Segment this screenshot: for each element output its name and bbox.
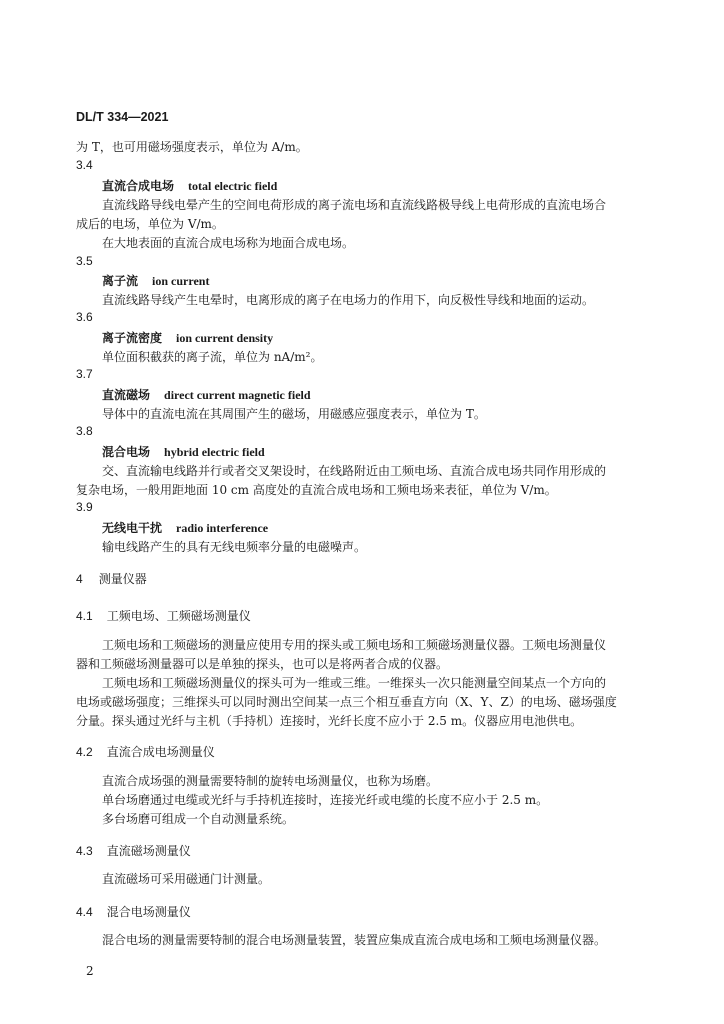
paragraph-line: 混合电场的测量需要特制的混合电场测量装置，装置应集成直流合成电场和工频电场测量仪器。: [102, 933, 607, 947]
paragraph-line: 在大地表面的直流合成电场称为地面合成电场。: [102, 236, 355, 250]
paragraph-line: 多台场磨可组成一个自动测量系统。: [102, 812, 295, 826]
paragraph-line: 直流磁场可采用磁通门计测量。: [102, 872, 271, 886]
paragraph-line: 交、直流输电线路并行或者交叉架设时，在线路附近由工频电场、直流合成电场共同作用形成的: [102, 464, 607, 478]
term-english: ion current density: [176, 331, 274, 345]
paragraph-line: 为 T，也可用磁场强度表示，单位为 A/m。: [76, 140, 308, 154]
subsection-number: 4.4: [76, 905, 93, 919]
subsection-number: 4.1: [76, 609, 93, 623]
clause-number: 3.6: [76, 310, 93, 324]
term-chinese: 混合电场: [102, 445, 151, 459]
subsection-title: 直流磁场测量仪: [106, 844, 191, 858]
paragraph-line: 导体中的直流电流在其周围产生的磁场，用磁感应强度表示，单位为 T。: [102, 407, 486, 421]
term-chinese: 无线电干扰: [102, 521, 163, 535]
term-english: direct current magnetic field: [164, 388, 311, 402]
subsection-heading: [76, 842, 191, 859]
paragraph-line: 直流合成场强的测量需要特制的旋转电场测量仪，也称为场磨。: [102, 774, 439, 788]
term-heading: [102, 519, 268, 536]
paragraph-line: 成后的电场，单位为 V/m。: [76, 217, 224, 231]
term-english: hybrid electric field: [164, 445, 265, 459]
paragraph-line: 直流线路导线产生电晕时，电离形成的离子在电场力的作用下，向反极性导线和地面的运动。: [102, 293, 595, 307]
clause-number: 3.8: [76, 424, 93, 438]
term-heading: [102, 177, 277, 194]
term-english: ion current: [152, 274, 210, 288]
paragraph-line: 直流线路导线电晕产生的空间电荷形成的离子流电场和直流线路极导线上电荷形成的直流电场合: [102, 198, 607, 212]
clause-number: 3.7: [76, 367, 93, 381]
paragraph-line: 复杂电场，一般用距地面 10 cm 高度处的直流合成电场和工频电场来表征，单位为 V/m。: [76, 483, 557, 497]
subsection-title: 工频电场、工频磁场测量仪: [106, 609, 251, 623]
paragraph-line: 电场或磁场强度；三维探头可以同时测出空间某一点三个相互垂直方向（X、Y、Z）的电场、磁场强度: [76, 695, 617, 709]
page-number: 2: [86, 964, 94, 978]
subsection-number: 4.3: [76, 844, 93, 858]
subsection-number: 4.2: [76, 745, 93, 759]
term-english: total electric field: [188, 179, 278, 193]
paragraph-line: 工频电场和工频磁场测量仪的探头可为一维或三维。一维探头一次只能测量空间某点一个方向的: [102, 676, 607, 690]
paragraph-line: 输电线路产生的具有无线电频率分量的电磁噪声。: [102, 540, 367, 554]
paragraph-line: 器和工频磁场测量器可以是单独的探头，也可以是将两者合成的仪器。: [76, 657, 449, 671]
subsection-title: 直流合成电场测量仪: [106, 745, 215, 759]
paragraph-line: 工频电场和工频磁场的测量应使用专用的探头或工频电场和工频磁场测量仪器。工频电场测量仪: [102, 638, 607, 652]
section-number: 4: [76, 572, 83, 586]
section-title: 测量仪器: [98, 572, 147, 586]
subsection-heading: [76, 743, 215, 760]
paragraph-line: 分量。探头通过光纤与主机（手持机）连接时，光纤长度不应小于 2.5 m。仪器应用电池供电。: [76, 714, 583, 728]
term-chinese: 直流合成电场: [102, 179, 175, 193]
subsection-title: 混合电场测量仪: [106, 905, 191, 919]
subsection-heading: [76, 607, 251, 624]
paragraph-line: 单位面积截获的离子流，单位为 nA/m²。: [102, 350, 323, 364]
clause-number: 3.4: [76, 158, 93, 172]
term-chinese: 离子流密度: [102, 331, 163, 345]
term-chinese: 离子流: [102, 274, 139, 288]
term-english: radio interference: [176, 521, 269, 535]
term-heading: [102, 272, 209, 289]
term-heading: [102, 386, 311, 403]
subsection-heading: [76, 903, 191, 920]
term-heading: [102, 443, 265, 460]
paragraph-line: 单台场磨通过电缆或光纤与手持机连接时，连接光纤或电缆的长度不应小于 2.5 m。: [102, 793, 549, 807]
term-heading: [102, 329, 273, 346]
clause-number: 3.9: [76, 500, 93, 514]
clause-number: 3.5: [76, 254, 93, 268]
term-chinese: 直流磁场: [102, 388, 151, 402]
document-header-id: DL/T 334—2021: [76, 110, 169, 124]
section-heading: [76, 570, 147, 587]
